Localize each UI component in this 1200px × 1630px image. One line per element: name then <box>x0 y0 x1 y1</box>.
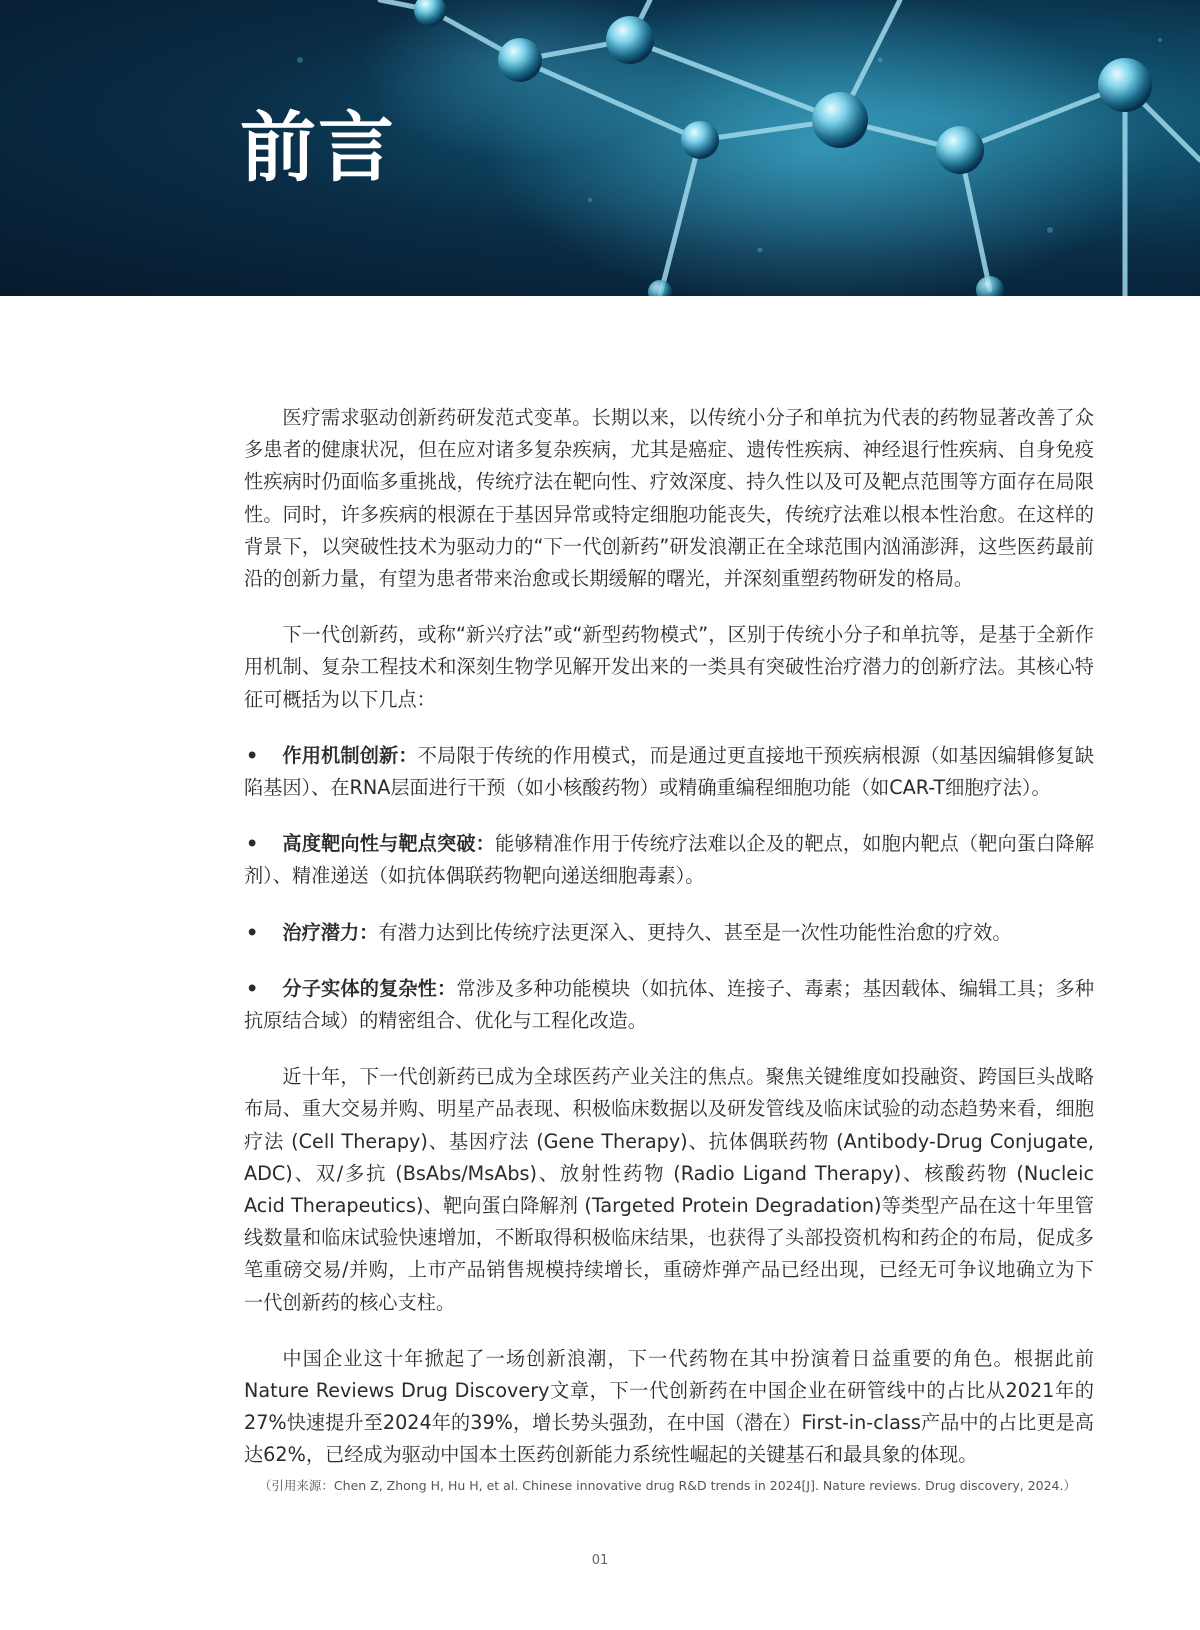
paragraph-definition: 下一代创新药，或称“新兴疗法”或“新型药物模式”，区别于传统小分子和单抗等，是基于全新作用机制、复杂工程技术和深刻生物学见解开发出来的一类具有突破性治疗潜力的创新疗法。其核心特征可概括为以下几点： <box>244 623 1094 711</box>
bullet-term: 作用机制创新： <box>282 743 418 767</box>
page-number: 01 <box>591 1553 609 1568</box>
list-item <box>244 740 1094 804</box>
bullet-text: 能够精准作用于传统疗法难以企及的靶点，如胞内靶点（靶向蛋白降解剂）、精准递送（如抗体偶联药物靶向递送细胞毒素）。 <box>244 832 1095 888</box>
bullet-text: 常涉及多种功能模块（如抗体、连接子、毒素；基因载体、编辑工具；多种抗原结合域）的精密组合、优化与工程化改造。 <box>244 976 1095 1033</box>
paragraph-global-trends: 近十年，下一代创新药已成为全球医药产业关注的焦点。聚焦关键维度如投融资、跨国巨头战略布局、重大交易并购、明星产品表现、积极临床数据以及研发管线及临床试验的动态趋势来看，细胞疗法 (Cell Therapy)、基因疗法 (Gene Therapy)、抗体偶联药物 (Antibody-Drug Conjugate, ADC)、双/多抗 (BsAbs/MsAbs)、放射性药物 (Radio Ligand Therapy)、核酸药物 (Nucleic Acid Therapeutics)、靶向蛋白降解剂 (Targeted Protein Degradation)等类型产品在这十年里管线数量和临床试验快速增加，不断取得积极临床结果，也获得了头部投资机构和药企的布局，促成多笔重磅交易/并购，上市产品销售规模持续增长，重磅炸弹产品已经出现，已经无可争议地确立为下一代创新药的核心支柱。 <box>244 1065 1094 1314</box>
bullet-icon: • <box>246 832 259 856</box>
bullet-text: 不局限于传统的作用模式，而是通过更直接地干预疾病根源（如基因编辑修复缺陷基因）、在RNA层面进行干预（如小核酸药物）或精确重编程细胞功能（如CAR-T细胞疗法）。 <box>244 743 1095 800</box>
list-item <box>244 973 1094 1037</box>
main-content <box>244 402 1094 1496</box>
page-title: 前言 <box>240 103 396 192</box>
bullet-term: 分子实体的复杂性： <box>282 976 457 1000</box>
molecule-illustration <box>0 0 1200 296</box>
bullet-term: 治疗潜力： <box>282 920 379 944</box>
bullet-text: 有潜力达到比传统疗法更深入、更持久、甚至是一次性功能性治愈的疗效。 <box>378 920 1012 944</box>
feature-list <box>244 740 1094 1037</box>
bullet-term: 高度靶向性与靶点突破： <box>282 832 495 856</box>
list-item <box>244 828 1094 892</box>
bullet-icon: • <box>246 976 259 1000</box>
bullet-icon: • <box>246 920 259 944</box>
list-item <box>244 917 1094 949</box>
citation: （引用来源：Chen Z, Zhong H, Hu H, et al. Chinese innovative drug R&D trends in 2024[J]. Nature reviews. Drug discovery, 2024.） <box>258 1477 1076 1493</box>
paragraph-china-trends: 中国企业这十年掀起了一场创新浪潮，下一代药物在其中扮演着日益重要的角色。根据此前Nature Reviews Drug Discovery文章，下一代创新药在中国企业在研管线中的占比从2021年的27%快速提升至2024年的39%，增长势头强劲，在中国（潜在）First-in-class产品中的占比更是高达62%，已经成为驱动中国本土医药创新能力系统性崛起的关键基石和最具象的体现。 <box>244 1346 1094 1467</box>
bullet-icon: • <box>246 743 259 767</box>
header-banner <box>0 0 1200 296</box>
paragraph-intro: 医疗需求驱动创新药研发范式变革。长期以来，以传统小分子和单抗为代表的药物显著改善了众多患者的健康状况，但在应对诸多复杂疾病，尤其是癌症、遗传性疾病、神经退行性疾病、自身免疫性疾病时仍面临多重挑战，传统疗法在靶向性、疗效深度、持久性以及可及靶点范围等方面存在局限性。同时，许多疾病的根源在于基因异常或特定细胞功能丧失，传统疗法难以根本性治愈。在这样的背景下，以突破性技术为驱动力的“下一代创新药”研发浪潮正在全球范围内汹涌澎湃，这些医药最前沿的创新力量，有望为患者带来治愈或长期缓解的曙光，并深刻重塑药物研发的格局。 <box>244 406 1094 591</box>
